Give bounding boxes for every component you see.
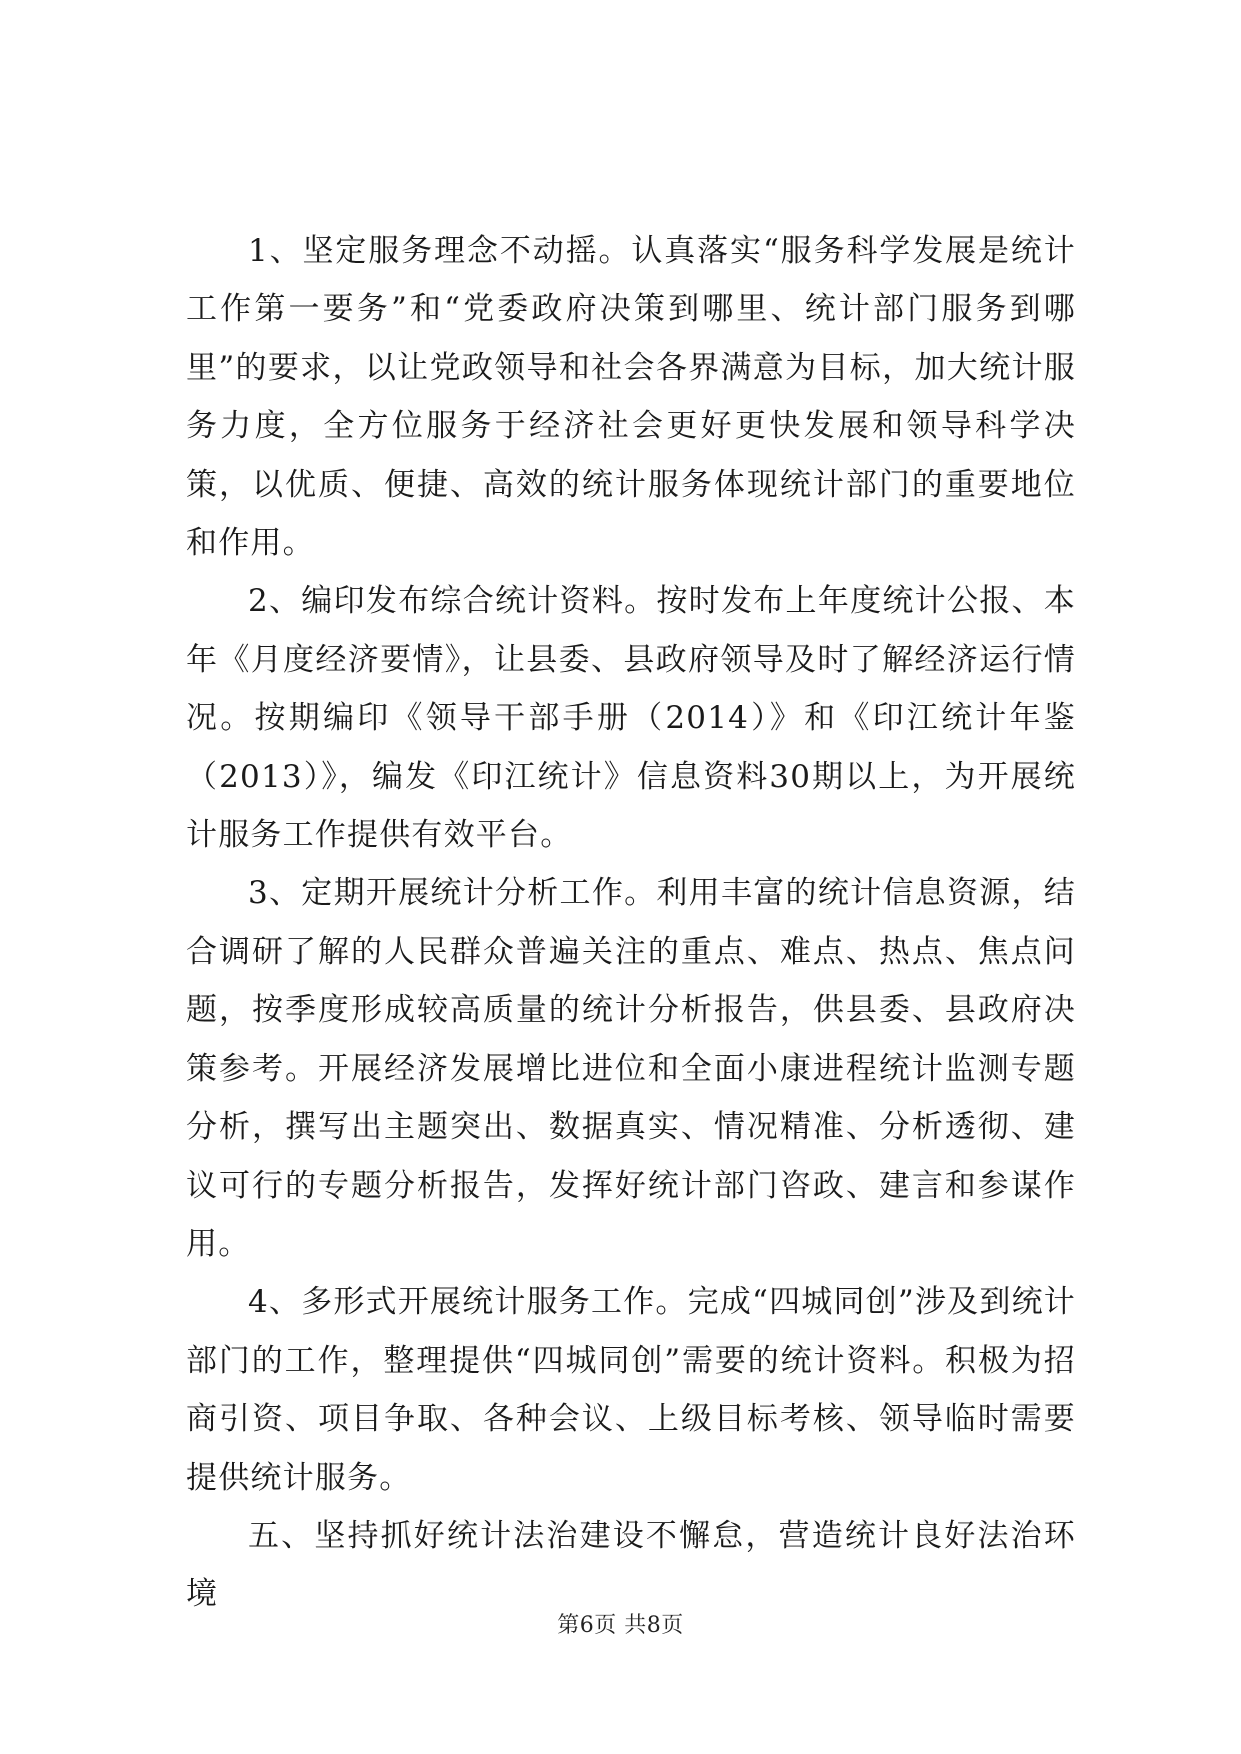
section-heading-5: 五、坚持抓好统计法治建设不懈怠，营造统计良好法治环境 [186,1517,1076,1613]
paragraph-3: 3、定期开展统计分析工作。利用丰富的统计信息资源，结合调研了解的人民群众普遍关注的重点、难点、热点、焦点问题，按季度形成较高质量的统计分析报告，供县委、县政府决策参考。开展经济发展增比进位和全面小康进程统计监测专题分析，撰写出主题突出、数据真实、情况精准、分析透彻、建议可行的专题分析报告，发挥好统计部门咨政、建言和参谋作用。 [186,875,1076,1262]
page-number: 第6页 共8页 [557,1613,684,1638]
paragraph-2: 2、编印发布综合统计资料。按时发布上年度统计公报、本年《月度经济要情》，让县委、县政府领导及时了解经济运行情况。按期编印《领导干部手册（2014）》和《印江统计年鉴（2013）》，编发《印江统计》信息资料30期以上，为开展统计服务工作提供有效平台。 [186,583,1076,854]
paragraph-4: 4、多形式开展统计服务工作。完成“四城同创”涉及到统计部门的工作，整理提供“四城同创”需要的统计资料。积极为招商引资、项目争取、各种会议、上级目标考核、领导临时需要提供统计服务。 [186,1284,1076,1496]
paragraph-1: 1、坚定服务理念不动摇。认真落实“服务科学发展是统计工作第一要务”和“党委政府决策到哪里、统计部门服务到哪里”的要求，以让党政领导和社会各界满意为目标，加大统计服务力度，全方位服务于经济社会更好更快发展和领导科学决策，以优质、便捷、高效的统计服务体现统计部门的重要地位和作用。 [186,233,1076,562]
document-body [186,222,1076,1624]
